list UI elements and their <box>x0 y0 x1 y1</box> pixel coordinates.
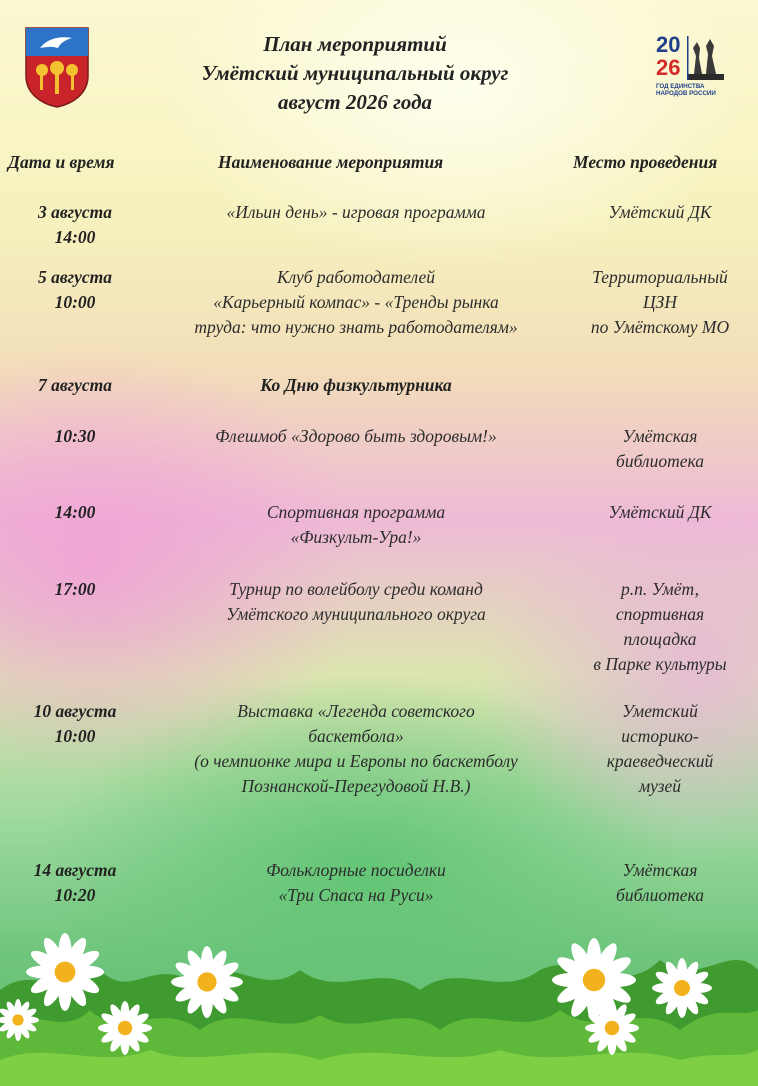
logo-year-bottom: 26 <box>656 55 681 80</box>
event-place <box>566 200 754 225</box>
event-name-line: Выставка «Легенда советского <box>237 701 475 721</box>
event-date-line: 14 августа <box>33 860 117 880</box>
title-line-3: август 2026 года <box>277 90 432 114</box>
event-name-line: Фольклорные посиделки <box>266 860 446 880</box>
event-section-title <box>150 373 562 398</box>
logo-caption-line1: ГОД ЕДИНСТВА <box>656 83 705 90</box>
title-line-1: План мероприятий <box>263 32 447 56</box>
event-date <box>0 699 150 749</box>
event-date-line: 10 августа <box>33 701 117 721</box>
event-date <box>0 500 150 525</box>
event-time-line: 10:20 <box>54 885 96 905</box>
event-name-line: «Карьерный компас» - «Тренды рынка <box>213 292 499 312</box>
event-name-line: Клуб работодателей <box>276 267 436 287</box>
event-time-line: 10:30 <box>54 426 96 446</box>
event-place-line: спортивная <box>615 604 705 624</box>
event-place-line: Умётская <box>622 426 698 446</box>
event-date <box>0 265 150 315</box>
event-place-line: ЦЗН <box>643 292 677 312</box>
event-place-line: Умётский ДК <box>608 202 712 222</box>
coat-of-arms-icon <box>24 26 90 108</box>
event-name <box>150 200 562 225</box>
event-date-line: 3 августа <box>37 202 113 222</box>
event-name-line: труда: что нужно знать работодателям» <box>194 317 518 337</box>
event-place-line: краеведческий <box>606 751 714 771</box>
event-place-line: библиотека <box>616 885 704 905</box>
event-time-line: 10:00 <box>54 292 96 312</box>
event-date <box>0 373 150 398</box>
monument-icon <box>684 36 728 82</box>
event-date-line: 7 августа <box>37 375 113 395</box>
event-place-line: Территориальный <box>592 267 728 287</box>
event-date <box>0 577 150 602</box>
title-line-2: Умётский муниципальный округ <box>201 61 509 85</box>
event-place <box>566 424 754 474</box>
event-place <box>566 699 754 799</box>
event-name <box>150 500 562 550</box>
event-name-line: Флешмоб «Здорово быть здоровым!» <box>215 426 497 446</box>
event-name-line: Спортивная программа <box>266 502 446 522</box>
event-date <box>0 424 150 449</box>
event-place-line: по Умётскому МО <box>590 317 730 337</box>
event-place-line: Умётский ДК <box>608 502 712 522</box>
event-place-line: историко- <box>621 726 699 746</box>
event-place-line: музей <box>638 776 682 796</box>
event-name-line: «Ильин день» - игровая программа <box>226 202 486 222</box>
logo-year-top: 20 <box>656 32 681 57</box>
event-name-line: «Три Спаса на Руси» <box>278 885 434 905</box>
event-place-line: Уметский <box>622 701 698 721</box>
event-name <box>150 265 562 340</box>
event-name-line: Ко Дню физкультурника <box>260 375 452 395</box>
event-place-line: площадка <box>623 629 697 649</box>
event-place-line: Умётская <box>622 860 698 880</box>
event-name-line: баскетбола» <box>308 726 404 746</box>
event-name <box>150 699 562 799</box>
header-date: Дата и время <box>8 152 115 172</box>
event-date <box>0 200 150 250</box>
event-name-line: Познанской-Перегудовой Н.В.) <box>241 776 471 796</box>
event-name <box>150 577 562 627</box>
year-of-unity-logo <box>654 34 732 106</box>
event-time-line: 14:00 <box>54 227 96 247</box>
header-place: Место проведения <box>573 152 718 172</box>
logo-caption-line2: НАРОДОВ РОССИИ <box>656 90 716 97</box>
event-name <box>150 424 562 449</box>
event-name-line: (о чемпионке мира и Европы по баскетболу <box>194 751 518 771</box>
grass-daisies-decoration <box>0 900 758 1086</box>
event-place-line: р.п. Умёт, <box>621 579 699 599</box>
event-place-line: в Парке культуры <box>593 654 727 674</box>
event-name-line: Умётского муниципального округа <box>226 604 486 624</box>
logo-caption <box>656 83 732 97</box>
event-time-line: 10:00 <box>54 726 96 746</box>
event-name-line: Турнир по волейболу среди команд <box>229 579 483 599</box>
event-time-line: 17:00 <box>54 579 96 599</box>
page-title <box>150 30 560 117</box>
event-place <box>566 577 754 677</box>
event-date-line: 5 августа <box>37 267 113 287</box>
event-time-line: 14:00 <box>54 502 96 522</box>
event-place <box>566 500 754 525</box>
header-name: Наименование мероприятия <box>218 152 444 172</box>
event-place <box>566 265 754 340</box>
event-name-line: «Физкульт-Ура!» <box>290 527 422 547</box>
event-place-line: библиотека <box>616 451 704 471</box>
